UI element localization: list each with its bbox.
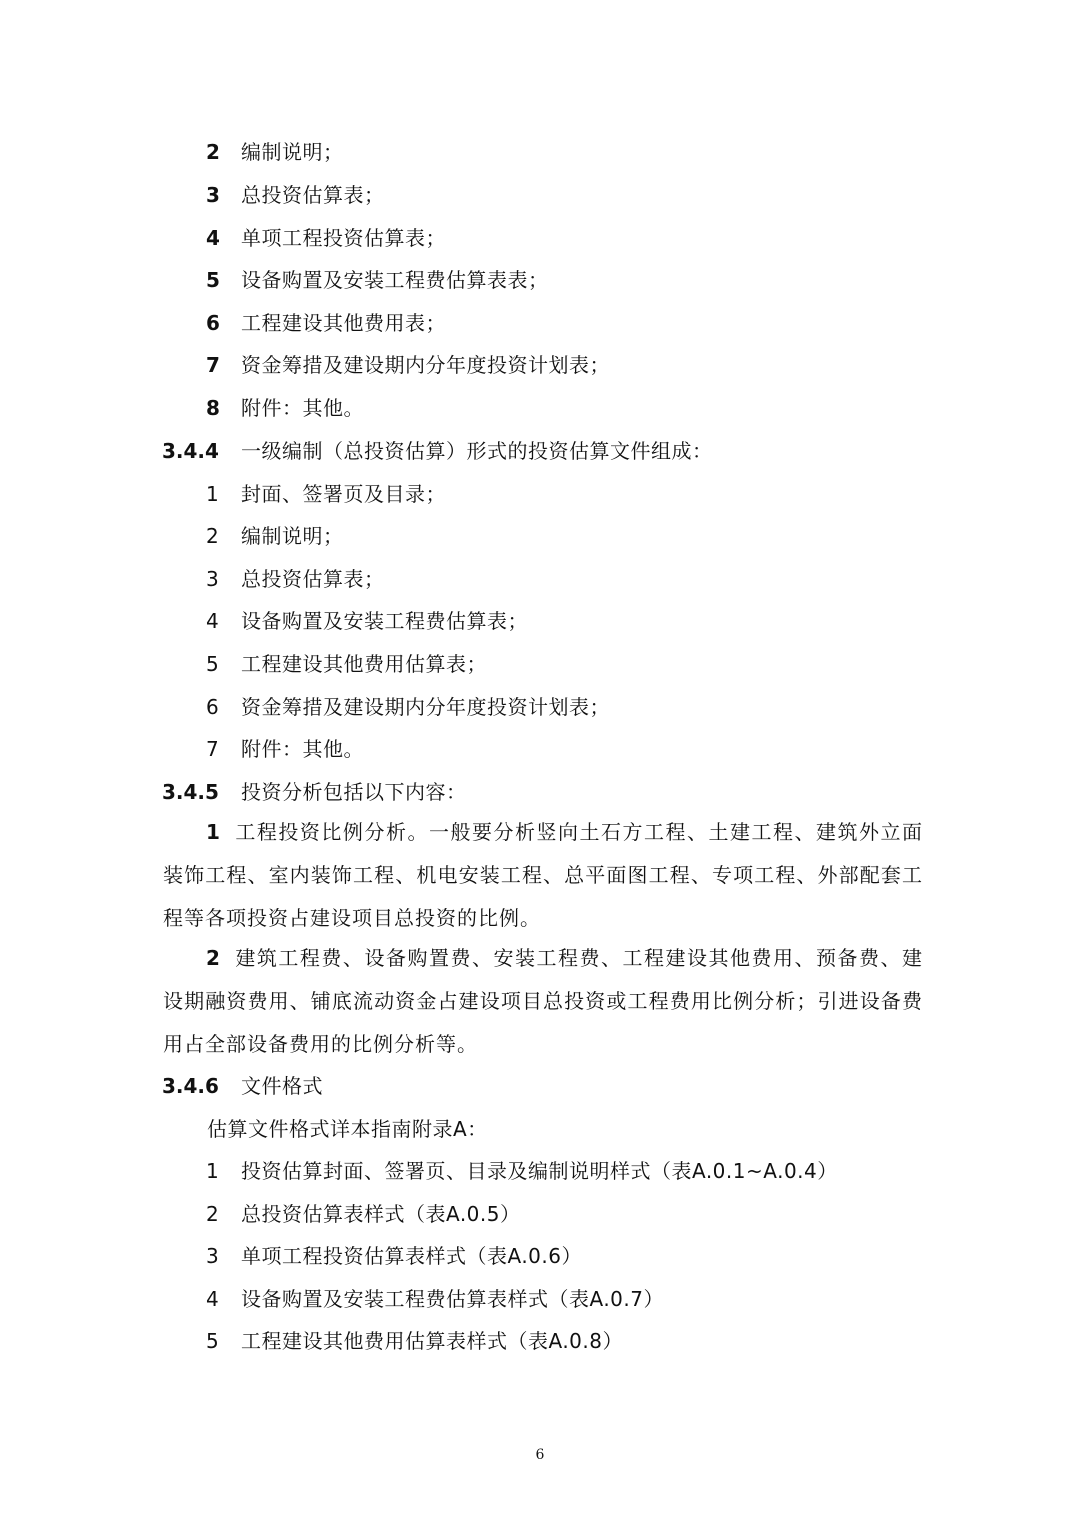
- list-text: 附件：其他。: [241, 396, 364, 420]
- section-heading: [0, 1066, 1080, 1106]
- list-text: 编制说明；: [241, 524, 344, 548]
- list-text: 单项工程投资估算表样式（表A.0.6）: [241, 1244, 582, 1268]
- list-item: [0, 1194, 1080, 1234]
- list-text: 资金筹措及建设期内分年度投资计划表；: [241, 353, 610, 377]
- list-item: [0, 260, 1080, 300]
- section-number: 3.4.4: [162, 439, 219, 463]
- list-number: 5: [206, 652, 219, 676]
- list-number: 3: [206, 1244, 219, 1268]
- section-heading: [0, 772, 1080, 812]
- intro-text: 估算文件格式详本指南附录A：: [207, 1117, 488, 1141]
- list-number: 2: [206, 524, 219, 548]
- list-text: 总投资估算表样式（表A.0.5）: [241, 1202, 521, 1226]
- list-number: 7: [206, 353, 220, 377]
- list-number: 5: [206, 1329, 219, 1353]
- list-text: 设备购置及安装工程费估算表样式（表A.0.7）: [241, 1287, 664, 1311]
- list-text: 附件：其他。: [241, 737, 364, 761]
- list-text: 设备购置及安装工程费估算表；: [241, 609, 528, 633]
- list-item: [0, 345, 1080, 385]
- paragraph-text: 建筑工程费、设备购置费、安装工程费、工程建设其他费用、预备费、建设期融资费用、铺底流动资金占建设项目总投资或工程费用比例分析；引进设备费用占全部设备费用的比例分析等。: [163, 946, 923, 1056]
- list-item: [0, 175, 1080, 215]
- section-title: 一级编制（总投资估算）形式的投资估算文件组成：: [241, 439, 713, 463]
- list-item: [0, 516, 1080, 556]
- section-title: 投资分析包括以下内容：: [241, 780, 467, 804]
- list-item: [0, 601, 1080, 641]
- list-text: 资金筹措及建设期内分年度投资计划表；: [241, 695, 610, 719]
- list-item: [0, 1236, 1080, 1276]
- list-item: [0, 303, 1080, 343]
- list-text: 工程建设其他费用估算表样式（表A.0.8）: [241, 1329, 623, 1353]
- list-text: 编制说明；: [241, 140, 344, 164]
- list-number: 1: [206, 1159, 219, 1183]
- section-heading: [0, 431, 1080, 471]
- list-item: [0, 687, 1080, 727]
- section-number: 3.4.5: [162, 780, 219, 804]
- list-item: [0, 1151, 1080, 1191]
- list-item: [0, 1321, 1080, 1361]
- list-number: 4: [206, 226, 220, 250]
- list-number: 7: [206, 737, 219, 761]
- list-number: 2: [206, 140, 220, 164]
- page-number: 6: [535, 1447, 545, 1463]
- list-number: 2: [206, 1202, 219, 1226]
- list-text: 总投资估算表；: [241, 567, 385, 591]
- list-number: 4: [206, 609, 219, 633]
- list-item: [0, 1279, 1080, 1319]
- list-text: 工程建设其他费用表；: [241, 311, 446, 335]
- list-item: [0, 218, 1080, 258]
- list-item: [0, 644, 1080, 684]
- list-number: 3: [206, 567, 219, 591]
- paragraph: [163, 811, 923, 940]
- list-number: 1: [206, 482, 219, 506]
- paragraph: [163, 937, 923, 1066]
- paragraph-text: 工程投资比例分析。一般要分析竖向土石方工程、土建工程、建筑外立面装饰工程、室内装饰工程、机电安装工程、总平面图工程、专项工程、外部配套工程等各项投资占建设项目总投资的比例。: [163, 820, 923, 930]
- list-item: [0, 729, 1080, 769]
- list-text: 设备购置及安装工程费估算表表；: [241, 268, 549, 292]
- list-text: 单项工程投资估算表；: [241, 226, 446, 250]
- section-title: 文件格式: [241, 1074, 323, 1098]
- list-item: [0, 132, 1080, 172]
- list-item: [0, 559, 1080, 599]
- list-text: 投资估算封面、签署页、目录及编制说明样式（表A.0.1~A.0.4）: [241, 1159, 838, 1183]
- list-number: 8: [206, 396, 220, 420]
- paragraph-number: 2: [206, 946, 221, 970]
- list-text: 总投资估算表；: [241, 183, 385, 207]
- list-item: [0, 474, 1080, 514]
- list-number: 6: [206, 311, 220, 335]
- list-number: 3: [206, 183, 220, 207]
- list-text: 工程建设其他费用估算表；: [241, 652, 487, 676]
- list-text: 封面、签署页及目录；: [241, 482, 446, 506]
- section-number: 3.4.6: [162, 1074, 219, 1098]
- intro-line: [0, 1109, 1080, 1149]
- paragraph-number: 1: [206, 820, 221, 844]
- list-number: 4: [206, 1287, 219, 1311]
- list-item: [0, 388, 1080, 428]
- list-number: 5: [206, 268, 220, 292]
- list-number: 6: [206, 695, 219, 719]
